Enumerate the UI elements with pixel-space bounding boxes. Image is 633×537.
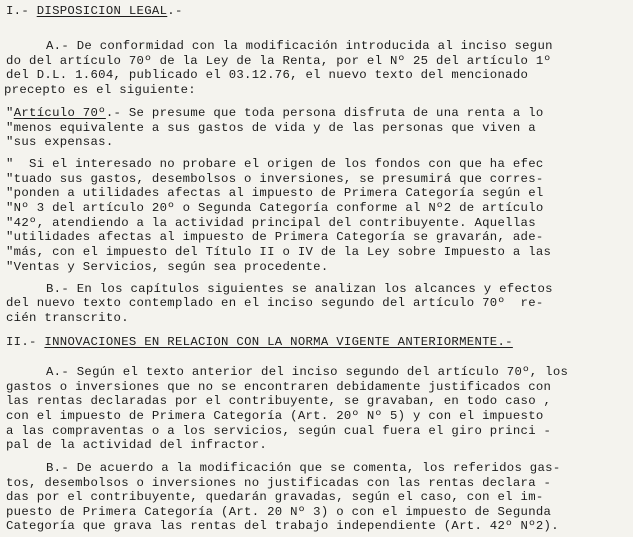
section-2-para-a-line: gastos o inversiones que no se encontraren debidamente justificados con (6, 380, 552, 394)
quote-article-70-first-line (6, 106, 544, 121)
quote-2-line: "tuado sus gastos, desembolsos o inversiones, se presumirá que corres- (6, 172, 544, 186)
section-2-heading (6, 335, 513, 350)
section-1-para-a-line: A.- De conformidad con la modificación introducida al inciso segun (46, 39, 553, 53)
section-1-number: I.- (6, 4, 37, 18)
section-1-para-b-line: B.- En los capítulos siguientes se analizan los alcances y efectos (46, 282, 553, 296)
section-1-heading (6, 4, 183, 19)
section-2-para-b-line: tos, desembolsos o inversiones no justificadas con las rentas declara - (6, 476, 552, 490)
section-2-para-a-line: pal de la actividad del infractor. (6, 438, 268, 452)
quote-2-line: "42º, atendiendo a la actividad principal del contribuyente. Aquellas (6, 216, 536, 230)
quote-2-line: "más, con el impuesto del Título II o IV de la Ley sobre Impuesto a las (6, 245, 552, 259)
section-2-para-b-line: das por el contribuyente, quedarán gravadas, según el caso, con el im- (6, 490, 544, 504)
section-1-para-a-line: del D.L. 1.604, publicado el 03.12.76, el nuevo texto del mencionado (6, 68, 529, 82)
quote-1-line: "sus expensas. (6, 135, 114, 149)
quote-1-line: "menos equivalente a sus gastos de vida y de las personas que viven a (6, 121, 536, 135)
section-2-para-b-line: Categoría que grava las rentas del trabajo independiente (Art. 42º Nº2). (6, 519, 559, 533)
section-1-para-a-line: precepto es el siguiente: (4, 83, 196, 97)
quote-first-line-text: .- Se presume que toda persona disfruta de una renta a lo (105, 106, 544, 120)
section-2-title: INNOVACIONES EN RELACION CON LA NORMA VIGENTE ANTERIORMENTE.- (44, 335, 513, 349)
section-2-para-a-line: con el impuesto de Primera Categoría (Art. 20º Nº 5) y con el impuesto (6, 409, 544, 423)
section-2-para-b-line: B.- De acuerdo a la modificación que se comenta, los referidos gas- (46, 461, 561, 475)
section-2-para-a-line: A.- Según el texto anterior del inciso segundo del artículo 70º, los (46, 365, 569, 379)
quote-article-title: Artículo 70º (13, 106, 106, 120)
quote-2-line: "Ventas y Servicios, según sea procedente. (6, 260, 329, 274)
section-2-number: II.- (6, 335, 45, 349)
quote-2-line: "Nº 3 del artículo 20º o Segunda Categoría conforme al Nº2 de artículo (6, 201, 544, 215)
section-1-para-b-line: del nuevo texto contemplado en el inciso segundo del artículo 70º re- (6, 296, 544, 310)
quote-2-line: " Si el interesado no probare el origen de los fondos con que ha efec (6, 157, 544, 171)
section-1-heading-tail: .- (167, 4, 183, 18)
quote-2-line: "ponden a utilidades afectas al impuesto de Primera Categoría según el (6, 186, 544, 200)
section-1-para-a-line: do del artículo 70º de la Ley de la Renta, por el Nº 25 del artículo 1º (6, 54, 552, 68)
section-2-para-b-line: puesto de Primera Categoría (Art. 20 Nº 3) o con el impuesto de Segunda (6, 505, 552, 519)
quote-mark: " (6, 106, 14, 120)
section-1-para-b-line: cién transcrito. (6, 311, 129, 325)
section-2-para-a-line: a las compraventas o a los servicios, según cual fuera el giro princi - (6, 424, 552, 438)
section-1-title: DISPOSICION LEGAL (36, 4, 168, 18)
section-2-para-a-line: las rentas declaradas por el contribuyente, se gravaban, en todo caso , (6, 394, 552, 408)
quote-2-line: "utilidades afectas al impuesto de Primera Categoría se gravarán, ade- (6, 230, 544, 244)
